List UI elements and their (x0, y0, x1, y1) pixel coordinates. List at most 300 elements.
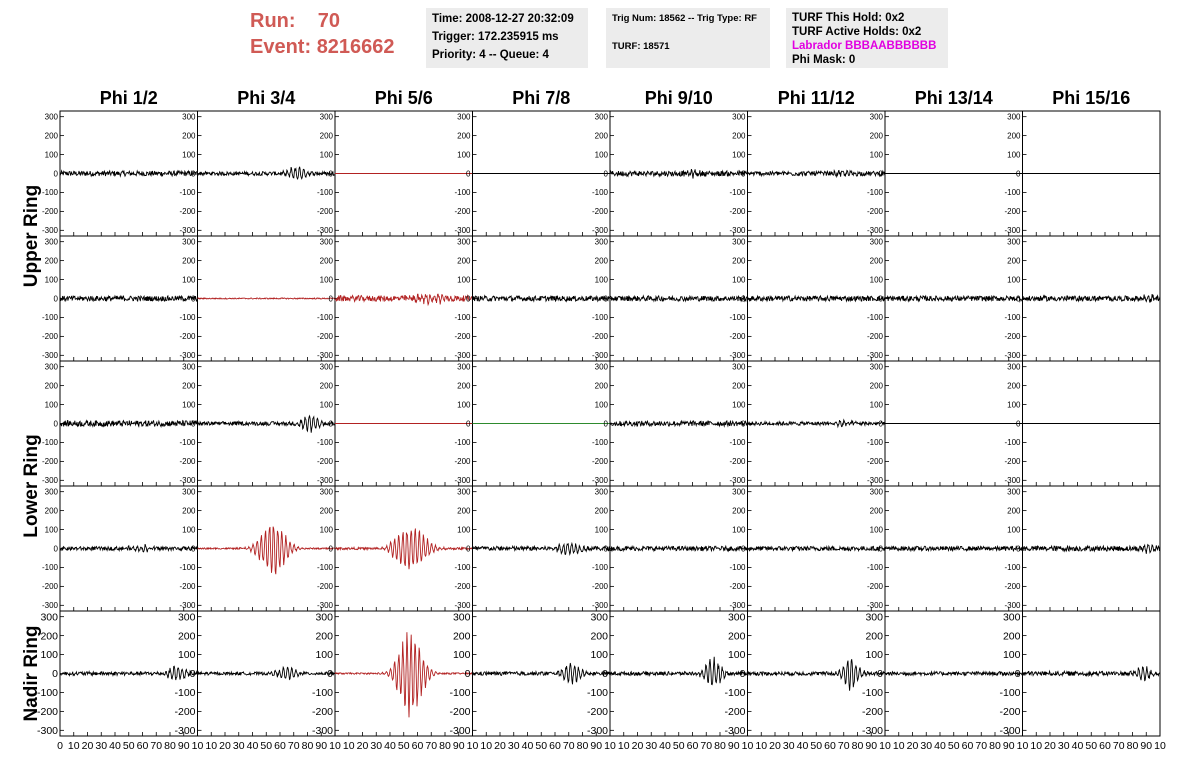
x-tick-label: 50 (1085, 740, 1098, 752)
y-tick-label: 0 (328, 169, 333, 179)
y-tick-label: 100 (594, 525, 608, 535)
y-tick-label: 200 (182, 131, 196, 141)
x-tick-label: 30 (920, 740, 933, 752)
y-tick-label: -300 (316, 351, 333, 361)
y-tick-label: 200 (865, 630, 883, 643)
waveform-trace (335, 529, 473, 573)
y-tick-label: 200 (44, 256, 58, 266)
y-tick-label: -200 (179, 457, 196, 467)
event-value: 8216662 (316, 36, 395, 58)
y-tick-label: 300 (182, 362, 196, 372)
y-tick-label: 300 (1007, 362, 1021, 372)
x-tick-label: 10 (466, 740, 479, 752)
column-title: Phi 11/12 (777, 88, 855, 108)
y-tick-label: -300 (454, 226, 471, 236)
y-tick-label: 300 (182, 112, 196, 122)
x-tick-label: 10 (342, 740, 355, 752)
event-time: Time: 2008-12-27 20:32:09 (432, 13, 574, 25)
y-tick-label: -200 (41, 207, 58, 217)
y-tick-label: 100 (1007, 525, 1021, 535)
y-tick-label: 200 (869, 381, 883, 391)
x-tick-label: 40 (934, 740, 946, 752)
x-tick-label: 90 (1140, 740, 1153, 752)
y-tick-label: 100 (177, 649, 196, 662)
x-tick-label: 50 (535, 740, 548, 752)
y-tick-label: 100 (732, 400, 746, 410)
x-tick-label: 10 (1154, 740, 1166, 752)
x-tick-label: 20 (356, 740, 369, 752)
y-tick-label: 200 (594, 506, 608, 516)
waveform-trace (335, 632, 473, 717)
waveform-trace (473, 663, 611, 684)
y-tick-label: 100 (457, 275, 471, 285)
y-tick-label: -100 (866, 563, 883, 573)
y-tick-label: 100 (182, 275, 196, 285)
y-tick-label: 0 (466, 419, 471, 429)
y-tick-label: 0 (603, 419, 608, 429)
x-tick-label: 60 (274, 740, 286, 752)
y-tick-label: 0 (878, 544, 883, 554)
y-tick-label: 0 (53, 294, 58, 304)
y-tick-label: 300 (869, 487, 883, 497)
y-tick-label: 300 (865, 611, 883, 624)
y-tick-label: 100 (315, 649, 333, 662)
waveform-trace (885, 294, 1023, 304)
y-tick-label: 200 (319, 256, 333, 266)
x-tick-label: 70 (837, 740, 850, 752)
trigger-time: Trigger: 172.235915 ms (432, 31, 559, 43)
y-tick-label: -100 (454, 188, 471, 198)
y-tick-label: -300 (1004, 476, 1021, 486)
y-tick-label: -200 (866, 207, 883, 217)
y-tick-label: 300 (315, 611, 333, 624)
row-label: Nadir Ring (21, 625, 42, 722)
y-tick-label: 200 (1007, 256, 1021, 266)
y-tick-label: -100 (41, 188, 58, 198)
column-title: Phi 15/16 (1052, 88, 1131, 108)
y-tick-label: 300 (457, 362, 471, 372)
y-tick-label: -100 (591, 438, 608, 448)
run-value: 70 (317, 10, 341, 32)
y-tick-label: -100 (179, 438, 196, 448)
y-tick-label: -200 (179, 332, 196, 342)
y-tick-label: 200 (732, 131, 746, 141)
y-tick-label: 200 (1007, 131, 1021, 141)
y-tick-label: 0 (603, 294, 608, 304)
y-tick-label: -100 (861, 687, 883, 700)
y-tick-label: 0 (328, 294, 333, 304)
row-label: Lower Ring (21, 434, 42, 538)
y-tick-label: 300 (732, 487, 746, 497)
waveform-trace (885, 672, 1023, 676)
y-tick-label: -100 (591, 563, 608, 573)
y-tick-label: -300 (179, 351, 196, 361)
column-title: Phi 1/2 (99, 88, 158, 108)
y-tick-label: -100 (316, 438, 333, 448)
y-tick-label: 200 (452, 630, 471, 643)
waveform-trace (610, 294, 748, 304)
y-tick-label: -200 (311, 706, 333, 719)
turf-this-hold: TURF This Hold: 0x2 (792, 12, 905, 24)
y-tick-label: -100 (179, 188, 196, 198)
x-tick-label: 80 (301, 740, 314, 752)
y-tick-label: -100 (1004, 188, 1021, 198)
waveform-trace (610, 169, 748, 179)
y-tick-label: 300 (1007, 487, 1021, 497)
phi-mask: Phi Mask: 0 (792, 54, 856, 66)
y-tick-label: -300 (591, 476, 608, 486)
x-tick-label: 10 (205, 740, 218, 752)
y-tick-label: 300 (1007, 237, 1021, 247)
y-tick-label: 200 (315, 630, 333, 643)
y-tick-label: -200 (591, 207, 608, 217)
y-tick-label: -100 (999, 687, 1021, 700)
waveform-trace (748, 294, 886, 304)
column-title: Phi 3/4 (237, 88, 296, 108)
y-tick-label: 100 (457, 400, 471, 410)
y-tick-label: 0 (741, 544, 746, 554)
y-tick-label: -100 (449, 687, 471, 700)
y-tick-label: 0 (466, 169, 471, 179)
x-tick-label: 90 (315, 740, 328, 752)
y-tick-label: 200 (727, 630, 746, 643)
y-tick-label: 0 (878, 419, 883, 429)
x-tick-label: 20 (81, 740, 94, 752)
waveform-trace (748, 420, 886, 427)
event-label: Event: (250, 36, 312, 58)
y-tick-label: -100 (1004, 563, 1021, 573)
x-tick-label: 10 (329, 740, 341, 752)
y-tick-label: -100 (41, 563, 58, 573)
y-tick-label: 0 (741, 294, 746, 304)
y-tick-label: 100 (319, 150, 333, 160)
y-tick-label: 0 (603, 544, 608, 554)
y-tick-label: 100 (732, 525, 746, 535)
y-tick-label: -200 (316, 457, 333, 467)
waveform-trace (610, 544, 748, 554)
y-tick-label: -100 (724, 687, 746, 700)
y-tick-label: 0 (741, 419, 746, 429)
y-tick-label: -100 (454, 438, 471, 448)
y-tick-label: 100 (594, 275, 608, 285)
y-tick-label: 0 (52, 668, 58, 681)
y-tick-label: -300 (449, 724, 471, 737)
waveform-trace (198, 667, 336, 679)
y-tick-label: -100 (311, 687, 333, 700)
y-tick-label: 0 (1016, 169, 1021, 179)
y-tick-label: -300 (41, 601, 58, 611)
y-tick-label: -200 (1004, 457, 1021, 467)
y-tick-label: 100 (457, 150, 471, 160)
y-tick-label: 0 (1014, 668, 1021, 681)
waveform-trace (748, 169, 886, 179)
y-tick-label: -100 (1004, 313, 1021, 323)
y-tick-label: 200 (457, 506, 471, 516)
y-tick-label: 0 (189, 668, 196, 681)
y-tick-label: 0 (191, 419, 196, 429)
y-tick-label: 200 (182, 381, 196, 391)
x-tick-label: 10 (741, 740, 754, 752)
x-tick-label: 70 (1112, 740, 1125, 752)
y-tick-label: 100 (319, 525, 333, 535)
y-tick-label: 300 (319, 362, 333, 372)
waveform-trace (473, 294, 611, 304)
y-tick-label: 200 (319, 131, 333, 141)
x-tick-label: 40 (246, 740, 259, 752)
waveform-trace (198, 527, 336, 575)
y-tick-label: -100 (454, 563, 471, 573)
x-tick-label: 70 (700, 740, 713, 752)
y-tick-label: -300 (861, 724, 883, 737)
y-tick-label: -200 (591, 332, 608, 342)
x-tick-label: 50 (810, 740, 823, 752)
y-tick-label: 300 (182, 487, 196, 497)
y-tick-label: -100 (36, 687, 58, 700)
y-tick-label: -200 (454, 457, 471, 467)
y-tick-label: 200 (732, 256, 746, 266)
x-tick-label: 60 (686, 740, 699, 752)
x-tick-label: 20 (631, 740, 644, 752)
y-tick-label: -100 (316, 313, 333, 323)
y-tick-label: 300 (457, 237, 471, 247)
y-tick-label: 100 (182, 400, 196, 410)
y-tick-label: 300 (732, 237, 746, 247)
y-tick-label: 200 (182, 256, 196, 266)
y-tick-label: 100 (732, 275, 746, 285)
y-tick-label: 300 (869, 112, 883, 122)
y-tick-label: 100 (40, 649, 58, 662)
y-tick-label: 200 (732, 381, 746, 391)
y-tick-label: -200 (591, 582, 608, 592)
y-tick-label: -300 (729, 226, 746, 236)
waveform-trace (198, 416, 336, 433)
y-tick-label: -300 (454, 476, 471, 486)
y-tick-label: 100 (1002, 649, 1021, 662)
y-tick-label: 0 (741, 169, 746, 179)
y-tick-label: -100 (454, 313, 471, 323)
y-tick-label: -200 (454, 207, 471, 217)
y-tick-label: -100 (179, 563, 196, 573)
run-label: Run: (250, 10, 296, 32)
y-tick-label: 200 (44, 131, 58, 141)
y-tick-label: 100 (869, 525, 883, 535)
y-tick-label: 0 (328, 544, 333, 554)
y-tick-label: 0 (466, 294, 471, 304)
y-tick-label: -200 (179, 582, 196, 592)
x-tick-label: 10 (1030, 740, 1043, 752)
x-tick-label: 30 (507, 740, 520, 752)
x-tick-label: 0 (57, 740, 63, 752)
x-tick-label: 50 (122, 740, 135, 752)
y-tick-label: -100 (729, 563, 746, 573)
y-tick-label: -200 (316, 332, 333, 342)
y-tick-label: 300 (457, 112, 471, 122)
y-tick-label: -200 (729, 582, 746, 592)
y-tick-label: 100 (594, 400, 608, 410)
x-tick-label: 90 (1002, 740, 1015, 752)
y-tick-label: 200 (457, 131, 471, 141)
y-tick-label: -300 (41, 351, 58, 361)
y-tick-label: 100 (44, 150, 58, 160)
y-tick-label: -100 (1004, 438, 1021, 448)
column-title: Phi 13/14 (914, 88, 993, 108)
y-tick-label: -100 (729, 313, 746, 323)
column-title: Phi 7/8 (512, 88, 571, 108)
y-tick-label: 200 (594, 131, 608, 141)
y-tick-label: -200 (1004, 332, 1021, 342)
y-tick-label: 300 (177, 611, 196, 624)
x-tick-label: 70 (975, 740, 988, 752)
y-tick-label: 200 (869, 256, 883, 266)
y-tick-label: 200 (1007, 381, 1021, 391)
y-tick-label: 0 (1016, 544, 1021, 554)
y-tick-label: 300 (727, 611, 746, 624)
y-tick-label: 0 (327, 668, 333, 681)
y-tick-label: -200 (316, 207, 333, 217)
y-tick-label: 0 (739, 668, 746, 681)
waveform-trace (60, 169, 198, 179)
waveform-trace (748, 659, 886, 691)
y-tick-label: 200 (457, 256, 471, 266)
y-tick-label: 200 (457, 381, 471, 391)
x-tick-label: 70 (425, 740, 438, 752)
y-tick-label: -300 (316, 601, 333, 611)
y-tick-label: 0 (602, 668, 608, 681)
x-tick-label: 10 (1016, 740, 1029, 752)
x-tick-label: 10 (617, 740, 630, 752)
y-tick-label: -300 (316, 226, 333, 236)
y-tick-label: -300 (179, 601, 196, 611)
x-tick-label: 30 (232, 740, 245, 752)
y-tick-label: 0 (878, 169, 883, 179)
y-tick-label: -300 (179, 476, 196, 486)
x-tick-label: 90 (727, 740, 740, 752)
y-tick-label: -100 (591, 313, 608, 323)
y-tick-label: 300 (319, 487, 333, 497)
x-tick-label: 90 (452, 740, 465, 752)
x-tick-label: 80 (576, 740, 589, 752)
y-tick-label: -300 (866, 601, 883, 611)
x-tick-label: 50 (672, 740, 685, 752)
y-tick-label: 200 (177, 630, 196, 643)
x-tick-label: 80 (1126, 740, 1139, 752)
y-tick-label: -300 (591, 601, 608, 611)
y-tick-label: -100 (316, 188, 333, 198)
y-tick-label: -300 (591, 351, 608, 361)
waveform-trace (335, 294, 473, 304)
y-tick-label: 100 (319, 400, 333, 410)
x-tick-label: 80 (164, 740, 176, 752)
y-tick-label: 300 (44, 237, 58, 247)
waveform-trace (198, 167, 336, 179)
waveform-trace (60, 421, 198, 427)
x-tick-label: 10 (879, 740, 891, 752)
y-tick-label: -300 (729, 476, 746, 486)
y-tick-label: 100 (1007, 275, 1021, 285)
y-tick-label: 100 (452, 649, 471, 662)
waveform-trace (1023, 666, 1161, 680)
y-tick-label: -100 (866, 188, 883, 198)
waveform-trace (60, 544, 198, 552)
y-tick-label: 300 (40, 611, 58, 624)
x-tick-label: 40 (521, 740, 534, 752)
y-tick-label: -200 (36, 706, 58, 719)
y-tick-label: 100 (1007, 400, 1021, 410)
y-tick-label: 100 (182, 150, 196, 160)
y-tick-label: 0 (191, 169, 196, 179)
y-tick-label: 300 (44, 112, 58, 122)
y-tick-label: 200 (182, 506, 196, 516)
x-tick-label: 90 (865, 740, 878, 752)
y-tick-label: -300 (36, 724, 58, 737)
y-tick-label: 0 (877, 668, 883, 681)
y-tick-label: 100 (732, 150, 746, 160)
y-tick-label: -300 (1004, 351, 1021, 361)
row-label: Upper Ring (21, 184, 42, 288)
y-tick-label: 200 (319, 381, 333, 391)
y-tick-label: 200 (1002, 630, 1021, 643)
y-tick-label: 200 (319, 506, 333, 516)
y-tick-label: 300 (1002, 611, 1021, 624)
y-tick-label: -300 (179, 226, 196, 236)
y-tick-label: -100 (729, 438, 746, 448)
x-tick-label: 80 (714, 740, 726, 752)
x-tick-label: 60 (824, 740, 836, 752)
labrador-status: Labrador BBBAABBBBBB (792, 40, 937, 52)
waveform-trace (60, 294, 198, 304)
y-tick-label: -300 (729, 351, 746, 361)
y-tick-label: -200 (866, 332, 883, 342)
y-tick-label: -200 (729, 207, 746, 217)
y-tick-label: 200 (590, 630, 608, 643)
y-tick-label: 100 (869, 150, 883, 160)
y-tick-label: 300 (182, 237, 196, 247)
x-tick-label: 70 (150, 740, 163, 752)
x-tick-label: 20 (219, 740, 231, 752)
y-tick-label: 100 (594, 150, 608, 160)
y-tick-label: -200 (724, 706, 746, 719)
y-tick-label: 0 (466, 544, 471, 554)
y-tick-label: -200 (861, 706, 883, 719)
y-tick-label: -200 (41, 332, 58, 342)
x-tick-label: 10 (755, 740, 768, 752)
y-tick-label: -200 (454, 332, 471, 342)
y-tick-label: -100 (179, 313, 196, 323)
y-tick-label: -300 (866, 226, 883, 236)
y-tick-label: 300 (44, 362, 58, 372)
waveform-trace (198, 298, 336, 299)
y-tick-label: -200 (591, 457, 608, 467)
x-tick-label: 30 (782, 740, 795, 752)
x-tick-label: 20 (906, 740, 919, 752)
y-tick-label: -200 (729, 332, 746, 342)
y-tick-label: -200 (174, 706, 196, 719)
y-tick-label: -300 (586, 724, 608, 737)
y-tick-label: 300 (594, 112, 608, 122)
x-tick-label: 50 (260, 740, 273, 752)
y-tick-label: 0 (603, 169, 608, 179)
y-tick-label: -200 (41, 582, 58, 592)
y-tick-label: -300 (311, 724, 333, 737)
y-tick-label: -200 (179, 207, 196, 217)
y-tick-label: 300 (457, 487, 471, 497)
x-tick-label: 40 (659, 740, 671, 752)
y-tick-label: -100 (866, 313, 883, 323)
y-tick-label: -200 (449, 706, 471, 719)
y-tick-label: -200 (866, 582, 883, 592)
x-tick-label: 50 (397, 740, 410, 752)
y-tick-label: 0 (878, 294, 883, 304)
